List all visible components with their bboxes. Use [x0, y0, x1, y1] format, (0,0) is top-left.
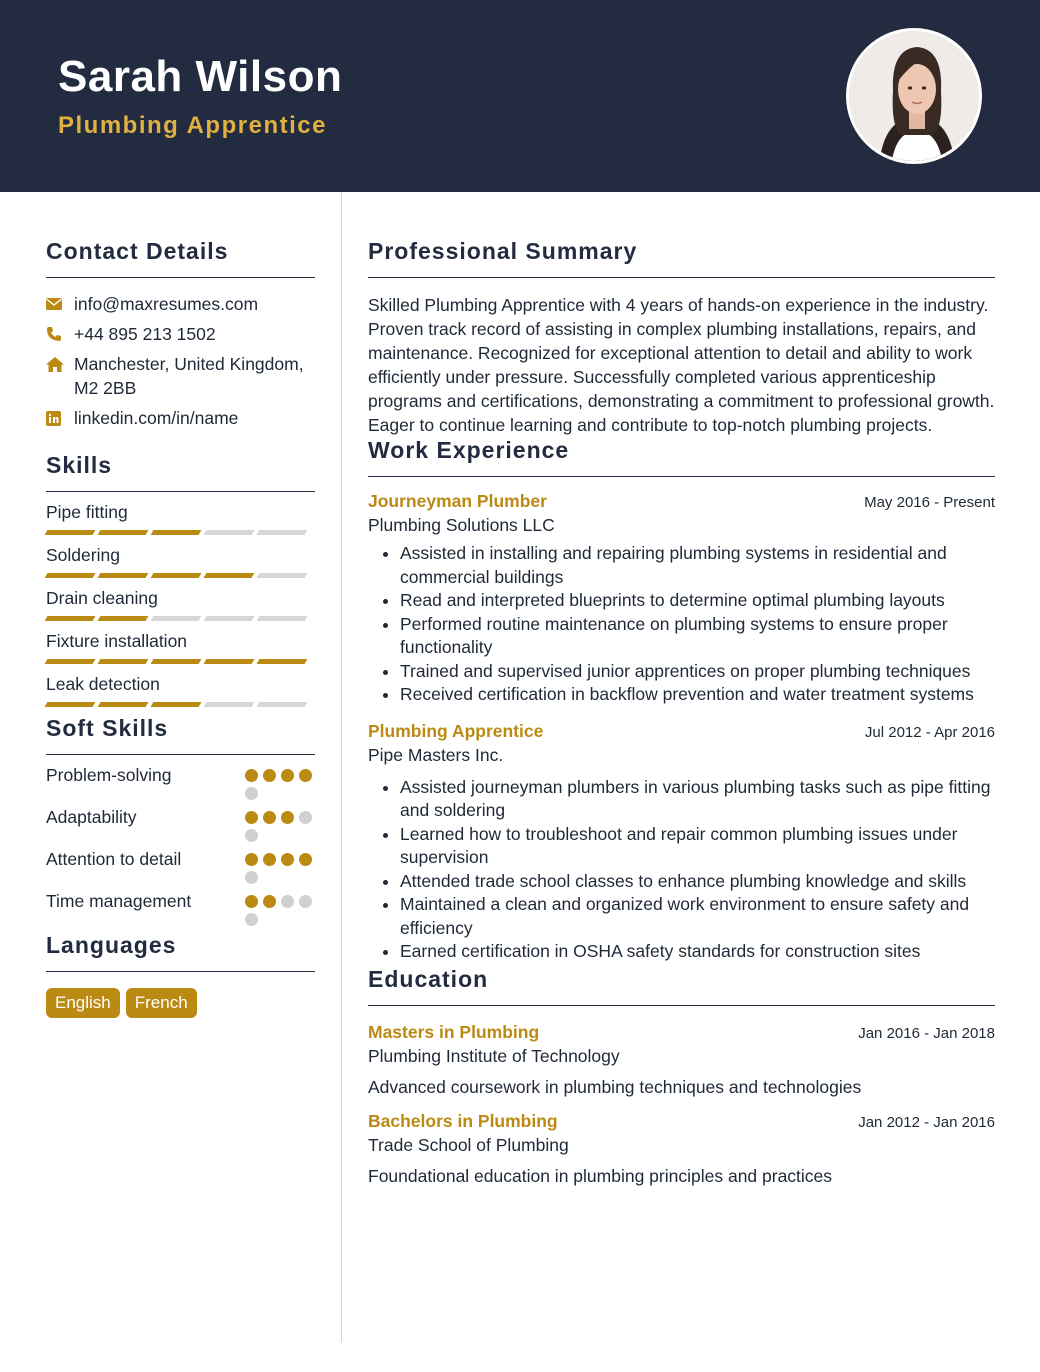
job-company: Pipe Masters Inc. — [368, 744, 504, 765]
contact-address — [46, 352, 315, 400]
portrait-image — [849, 31, 982, 164]
contact-phone-text: +44 895 213 1502 — [74, 324, 216, 344]
education-entry — [368, 1111, 995, 1188]
education-description: Advanced coursework in plumbing techniques and technologies — [368, 1076, 862, 1097]
skill-level-segment — [98, 530, 149, 535]
contact-linkedin-text[interactable]: linkedin.com/in/name — [74, 408, 239, 428]
rating-dot — [245, 871, 258, 884]
education-date: Jan 2012 - Jan 2016 — [858, 1113, 995, 1131]
rating-dot — [263, 769, 276, 782]
phone-icon — [46, 322, 74, 346]
skill-level-segment — [204, 530, 255, 535]
skills-heading: Skills — [46, 452, 315, 492]
skill-level-segment — [45, 573, 96, 578]
rating-dot — [281, 895, 294, 908]
profile-photo — [846, 28, 982, 164]
skill-level-bar — [46, 702, 315, 707]
job-bullet: • Maintained a clean and organized work environment to ensure safety and efficiency — [400, 893, 995, 940]
job-bullets — [368, 542, 995, 707]
skill-level-segment — [151, 659, 202, 664]
skill-level-segment — [98, 659, 149, 664]
experience-section — [368, 437, 995, 964]
skill-item — [46, 500, 315, 535]
contact-email-text: info@maxresumes.com — [74, 294, 259, 314]
education-entry — [368, 1022, 995, 1099]
skill-name: Soldering — [46, 545, 120, 565]
soft-skill-name: Time management — [46, 891, 192, 911]
skills-list — [46, 500, 315, 707]
soft-skill-name: Adaptability — [46, 807, 137, 827]
soft-skill-item — [46, 889, 315, 926]
education-section — [368, 966, 995, 1188]
rating-dot — [263, 895, 276, 908]
job-bullet: • Received certification in backflow prevention and water treatment systems — [400, 683, 995, 707]
skill-level-bar — [46, 659, 315, 664]
skill-level-segment — [151, 702, 202, 707]
job-company: Plumbing Solutions LLC — [368, 515, 555, 535]
rating-dot — [245, 895, 258, 908]
rating-dot — [245, 913, 258, 926]
soft-skill-name: Problem-solving — [46, 765, 172, 785]
skill-level-segment — [204, 659, 255, 664]
languages-heading: Languages — [46, 932, 315, 972]
soft-skill-rating — [245, 889, 315, 926]
envelope-icon — [46, 292, 74, 316]
resume-header — [0, 0, 1040, 192]
skill-level-segment — [98, 616, 149, 621]
rating-dot — [281, 769, 294, 782]
soft-skills-section — [46, 715, 315, 926]
skill-level-segment — [98, 702, 149, 707]
contact-phone — [46, 322, 315, 346]
languages-list — [46, 988, 315, 1018]
education-heading: Education — [368, 966, 995, 1006]
job-date: Jul 2012 - Apr 2016 — [864, 723, 995, 741]
skill-level-segment — [257, 530, 308, 535]
soft-skill-item — [46, 763, 315, 800]
skill-level-segment — [151, 573, 202, 578]
degree-title: Bachelors in Plumbing — [368, 1110, 558, 1131]
skill-level-segment — [204, 573, 255, 578]
contact-email — [46, 292, 315, 316]
job-entry — [368, 721, 995, 964]
summary-section — [368, 238, 995, 437]
skills-section — [46, 452, 315, 707]
soft-skill-rating — [245, 847, 315, 884]
rating-dot — [281, 811, 294, 824]
rating-dot — [263, 811, 276, 824]
job-date: May 2016 - Present — [864, 494, 995, 511]
job-bullet: • Assisted in installing and repairing plumbing systems in residential and commercial buildings — [400, 542, 995, 589]
soft-skills-list — [46, 763, 315, 926]
skill-level-segment — [45, 530, 96, 535]
skill-name: Pipe fitting — [46, 502, 128, 522]
column-divider — [341, 192, 342, 1342]
job-bullet: • Earned certification in OSHA safety standards for construction sites — [400, 940, 995, 964]
school-name: Plumbing Institute of Technology — [368, 1045, 620, 1066]
contact-address-text: Manchester, United Kingdom, M2 2BB — [74, 354, 304, 398]
linkedin-icon — [46, 406, 74, 430]
skill-name: Fixture installation — [46, 631, 188, 651]
skill-level-segment — [45, 616, 96, 621]
rating-dot — [299, 811, 312, 824]
skill-level-segment — [151, 530, 202, 535]
job-title: Journeyman Plumber — [368, 491, 547, 511]
skill-name: Drain cleaning — [46, 588, 158, 608]
rating-dot — [245, 829, 258, 842]
experience-heading: Work Experience — [368, 437, 995, 477]
skill-level-segment — [204, 702, 255, 707]
contact-linkedin[interactable] — [46, 406, 315, 430]
skill-item — [46, 672, 315, 707]
job-bullet: • Learned how to troubleshoot and repair common plumbing issues under supervision — [400, 823, 995, 870]
school-name: Trade School of Plumbing — [368, 1134, 569, 1155]
skill-level-segment — [45, 702, 96, 707]
contact-section — [46, 238, 315, 430]
soft-skill-item — [46, 847, 315, 884]
soft-skill-name: Attention to detail — [46, 849, 182, 869]
education-description: Foundational education in plumbing principles and practices — [368, 1165, 833, 1186]
skill-item — [46, 543, 315, 578]
rating-dot — [281, 853, 294, 866]
job-bullet: • Attended trade school classes to enhance plumbing knowledge and skills — [400, 870, 995, 894]
skill-level-segment — [98, 573, 149, 578]
contact-heading: Contact Details — [46, 238, 315, 278]
job-entry — [368, 491, 995, 707]
candidate-name: Sarah Wilson — [58, 52, 343, 101]
skill-level-segment — [151, 616, 202, 621]
job-bullet: • Trained and supervised junior apprentices on proper plumbing techniques — [400, 660, 995, 684]
soft-skill-rating — [245, 805, 315, 842]
rating-dot — [299, 853, 312, 866]
skill-level-segment — [257, 702, 308, 707]
skill-level-segment — [204, 616, 255, 621]
skill-level-segment — [45, 659, 96, 664]
skill-level-segment — [257, 573, 308, 578]
skill-level-bar — [46, 616, 315, 621]
job-title: Plumbing Apprentice — [368, 720, 544, 741]
summary-heading: Professional Summary — [368, 238, 995, 278]
soft-skill-item — [46, 805, 315, 842]
home-icon — [46, 352, 74, 376]
rating-dot — [299, 895, 312, 908]
job-bullet: • Performed routine maintenance on plumbing systems to ensure proper functionality — [400, 613, 995, 660]
soft-skills-heading: Soft Skills — [46, 715, 315, 755]
language-badge: French — [126, 988, 197, 1018]
job-bullet: • Read and interpreted blueprints to determine optimal plumbing layouts — [400, 589, 995, 613]
rating-dot — [299, 769, 312, 782]
contact-list — [46, 292, 315, 430]
rating-dot — [263, 853, 276, 866]
job-bullets — [368, 776, 995, 964]
job-bullet: • Assisted journeyman plumbers in various plumbing tasks such as pipe fitting and soldering — [400, 776, 995, 823]
skill-level-bar — [46, 573, 315, 578]
skill-level-segment — [257, 659, 308, 664]
sidebar — [46, 192, 315, 1018]
skill-level-segment — [257, 616, 308, 621]
rating-dot — [245, 769, 258, 782]
education-date: Jan 2016 - Jan 2018 — [858, 1024, 995, 1042]
language-badge: English — [46, 988, 120, 1018]
languages-section — [46, 932, 315, 1018]
skill-item — [46, 629, 315, 664]
rating-dot — [245, 811, 258, 824]
main-content — [368, 192, 995, 1188]
candidate-role: Plumbing Apprentice — [58, 112, 327, 139]
rating-dot — [245, 787, 258, 800]
rating-dot — [245, 853, 258, 866]
degree-title: Masters in Plumbing — [368, 1021, 540, 1042]
skill-name: Leak detection — [46, 674, 160, 694]
soft-skill-rating — [245, 763, 315, 800]
skill-level-bar — [46, 530, 315, 535]
summary-text: Skilled Plumbing Apprentice with 4 years of hands-on experience in the industry. Proven track record of assisting in complex plumbing installations, repairs, and maintenance. Recognized for exceptional attention to detail and ability to work efficiently under pressure. Successfully completed various apprenticeship programs and certifications, demonstrating a commitment to professional growth. Eager to continue learning and contribute to top-notch plumbing projects. — [368, 295, 995, 435]
skill-item — [46, 586, 315, 621]
